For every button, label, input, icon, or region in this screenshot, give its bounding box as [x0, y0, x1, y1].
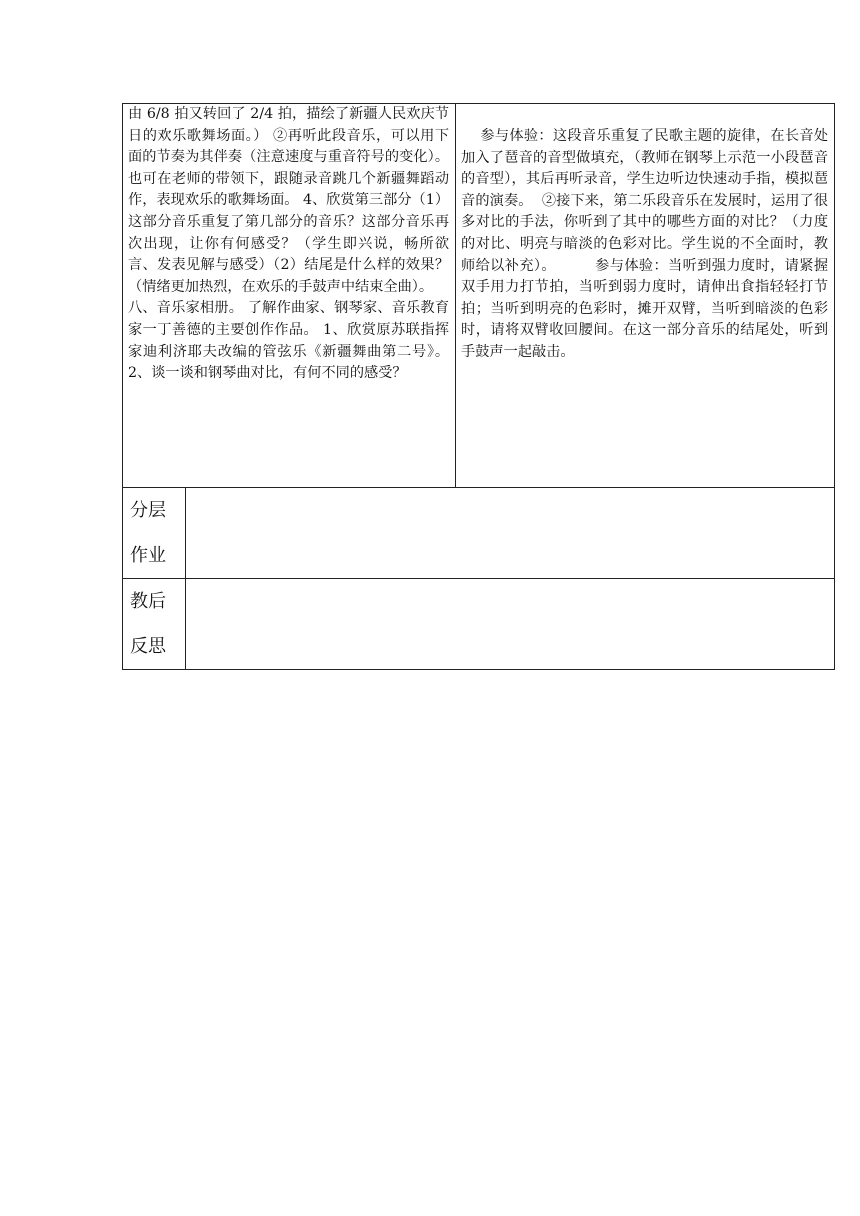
reflection-content-cell [186, 579, 835, 670]
reflection-label-line1: 教后 [130, 591, 166, 612]
student-activity-text: 参与体验：这段音乐重复了民歌主题的旋律，在长音处加入了琶音的音型做填充，（教师在钢琴上示范一小段琶音的音型），其后再听录音，学生边听边快速动手指，模拟琶音的演奏。 ②接下来，第二乐段音乐在发展时，运用了很多对比的手法，你听到了其中的哪些方面的对比？（力度的对比、明亮与暗淡的色彩对比。学生说的不全面时，教师给以补充）。 参与体验：当听到强力度时，请紧握双手用力打节拍，当听到弱力度时，请伸出食指轻轻打节拍；当听到明亮的色彩时，摊开双臂，当听到暗淡的色彩时，请将双臂收回腰间。在这一部分音乐的结尾处，听到手鼓声一起敲击。 [461, 128, 829, 360]
lesson-content-row [123, 104, 835, 488]
layered-homework-label-line2: 作业 [130, 545, 166, 566]
layered-homework-content-cell [186, 488, 835, 579]
reflection-label [123, 579, 185, 669]
layered-homework-label-line1: 分层 [130, 500, 166, 521]
teacher-activity-text: 由 6/8 拍又转回了 2/4 拍，描绘了新疆人民欢庆节日的欢乐歌舞场面。） ②再听此段音乐，可以用下面的节奏为其伴奏（注意速度与重音符号的变化）。也可在老师的带领下，跟随录音跳几个新疆舞蹈动作，表现欢乐的歌舞场面。 4、欣赏第三部分（1）这部分音乐重复了第几部分的音乐？这部分音乐再次出现，让你有何感受？（学生即兴说，畅所欲言、发表见解与感受）（2）结尾是什么样的效果？（情绪更加热烈，在欢乐的手鼓声中结束全曲）。 八、音乐家相册。 了解作曲家、钢琴家、音乐教育家一丁善德的主要创作作品。 1、欣赏原苏联指挥家迪利济耶夫改编的管弦乐《新疆舞曲第二号》。 2、谈一谈和钢琴曲对比，有何不同的感受？ [128, 106, 450, 382]
reflection-label-cell [123, 579, 186, 670]
student-activity-cell [456, 104, 835, 488]
layered-homework-label-cell [123, 488, 186, 579]
reflection-row [123, 579, 835, 670]
teacher-activity-cell [123, 104, 456, 488]
layered-homework-row [123, 488, 835, 579]
layered-homework-label [123, 488, 185, 578]
lesson-plan-table [122, 103, 835, 670]
reflection-label-line2: 反思 [130, 636, 166, 657]
